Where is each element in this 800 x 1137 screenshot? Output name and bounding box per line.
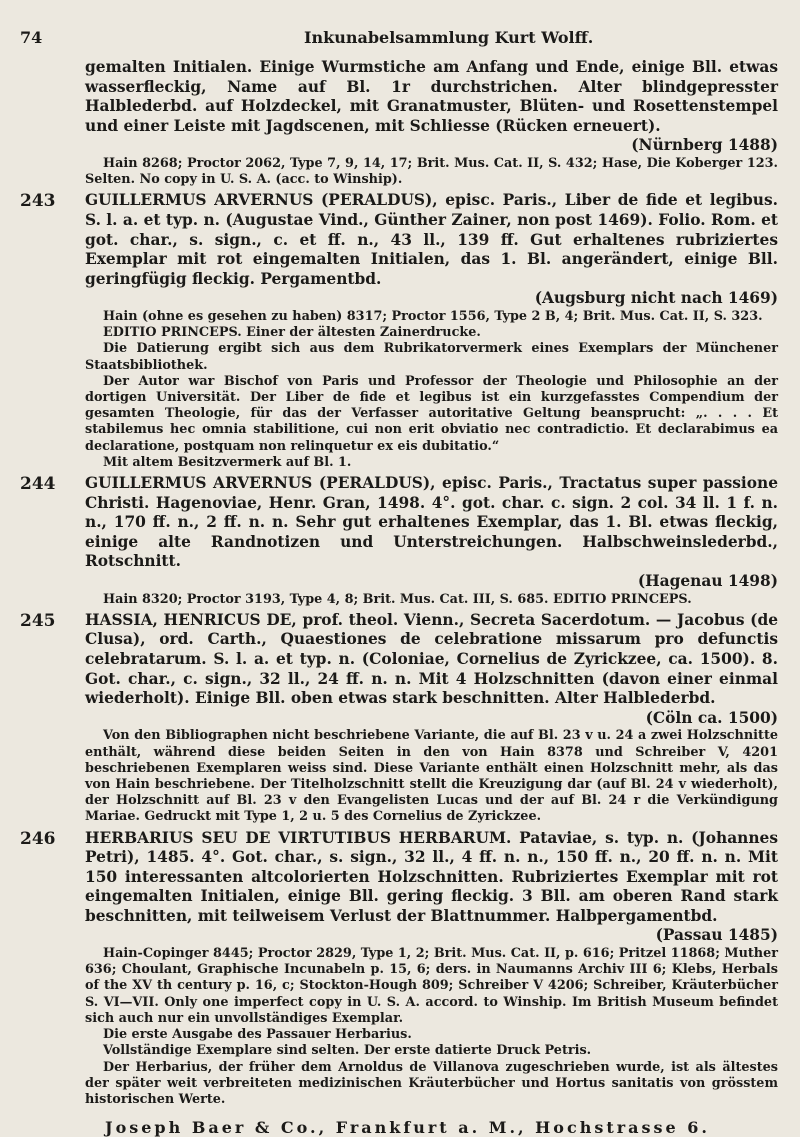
entry-place-date: (Nürnberg 1488) bbox=[631, 136, 778, 155]
entry-note: Die Datierung ergibt sich aus dem Rubrikatorvermerk eines Exemplars der Münchener Staatsbibliothek. bbox=[85, 341, 778, 373]
publisher-footer bbox=[20, 1118, 778, 1137]
entry-note: Hain (ohne es gesehen zu haben) 8317; Proctor 1556, Type 2 B, 4; Brit. Mus. Cat. II, S. 323. bbox=[103, 308, 763, 324]
entry-place-date: (Cöln ca. 1500) bbox=[645, 708, 778, 727]
entry-note: Mit altem Besitzvermerk auf Bl. 1. bbox=[103, 454, 352, 470]
entry-description: GUILLERMUS ARVERNUS (PERALDUS), episc. Paris., Tractatus super passione Christi. Hagenoviae, Henr. Gran, 1498. 4°. got. char. c. sign. 2 col. 34 ll. 1 f. n. n., 170 ff. n., 2 ff. n. n. Sehr gut erhaltenes Exemplar, das 1. Bl. etwas fleckig, einige alte Randnotizen und Unterstreichungen. Halbschweinslederbd., Rotschnitt. bbox=[85, 473, 778, 571]
entry-place-date: (Augsburg nicht nach 1469) bbox=[534, 289, 778, 308]
entry-note: EDITIO PRINCEPS. Einer der ältesten Zainerdrucke. bbox=[103, 325, 481, 341]
entry-note: Von den Bibliographen nicht beschriebene Variante, die auf Bl. 23 v u. 24 a zwei Holzschnitte enthält, während diese beiden Seiten in den von Hain 8378 und Schreiber V, 4201 beschriebenen Exemplaren weiss sind. Diese Variante enthält einen Holzschnitt mehr, als das von Hain beschriebene. Der Titelholzschnitt stellt die Kreuzigung dar (auf Bl. 24 v wiederholt), der Holzschnitt auf Bl. 23 v den Evangelisten Lucas und der auf Bl. 24 r die Verkündigung Mariae. Gedruckt mit Type 1, 2 u. 5 des Cornelius de Zyrickzee. bbox=[85, 728, 778, 825]
catalog-entry bbox=[20, 191, 778, 471]
entry-note: Hain-Copinger 8445; Proctor 2829, Type 1, 2; Brit. Mus. Cat. II, p. 616; Pritzel 11868; Muther 636; Choulant, Graphische Incunabeln p. 15, 6; ders. in Naumanns Archiv III 6; Klebs, Herbals of the XV th century p. 16, c; Stockton-Hough 809; Schreiber V 4206; Schreiber, Kräuterbücher S. VI—VII. Only one imperfect copy in U. S. A. accord. to Winship. Im British Museum befindet sich auch nur ein unvollständiges Exemplar. bbox=[85, 946, 778, 1026]
entry-number: 243 bbox=[20, 191, 56, 212]
page-header bbox=[20, 22, 778, 58]
entry-number: 245 bbox=[20, 610, 56, 631]
publisher-line: Joseph Baer & Co., Frankfurt a. M., Hochstrasse 6. bbox=[105, 1118, 710, 1137]
entry-note: Hain 8320; Proctor 3193, Type 4, 8; Brit. Mus. Cat. III, S. 685. EDITIO PRINCEPS. bbox=[103, 591, 692, 607]
catalog-entry bbox=[20, 611, 778, 826]
entry-description: HASSIA, HENRICUS DE, prof. theol. Vienn., Secreta Sacerdotum. — Jacobus (de Clusa), ord. Carth., Quaestiones de celebratione missarum pro defunctis celebratarum. S. l. a. et typ. n. (Coloniae, Cornelius de Zyrickzee, ca. 1500). 8. Got. char., c. sign., 32 ll., 24 ff. n. n. Mit 4 Holzschnitten (davon einer einmal wiederholt). Einige Bll. oben etwas stark beschnitten. Alter Halblederbd. bbox=[85, 610, 778, 708]
page-number: 74 bbox=[20, 28, 43, 47]
entry-note: Hain 8268; Proctor 2062, Type 7, 9, 14, 17; Brit. Mus. Cat. II, S. 432; Hase, Die Koberger 123. Selten. No copy in U. S. A. (acc. to Winship). bbox=[85, 155, 778, 188]
entry-note: Die erste Ausgabe des Passauer Herbarius. bbox=[103, 1027, 412, 1043]
entry-number: 246 bbox=[20, 828, 56, 849]
catalog-entry bbox=[20, 474, 778, 608]
entry-number: 244 bbox=[20, 473, 56, 494]
entry-description: gemalten Initialen. Einige Wurmstiche am Anfang und Ende, einige Bll. etwas wasserfleckig, Name auf Bl. 1r durchstrichen. Alter blindgepresster Halblederbd. auf Holzdeckel, mit Granatmuster, Blüten- und Rosettenstempel und einer Leiste mit Jagdscenen, mit Schliesse (Rücken erneuert). bbox=[85, 58, 778, 135]
entry-note: Der Herbarius, der früher dem Arnoldus de Villanova zugeschrieben wurde, ist als ältestes der später weit verbreiteten medizinischen Kräuterbücher und Hortus sanitatis von grösstem historischen Werte. bbox=[85, 1059, 778, 1107]
entry-place-date: (Passau 1485) bbox=[655, 926, 778, 945]
catalog-entry bbox=[20, 829, 778, 1109]
catalog-entries bbox=[20, 58, 778, 1108]
entry-note: Vollständige Exemplare sind selten. Der erste datierte Druck Petris. bbox=[103, 1043, 592, 1059]
running-title: Inkunabelsammlung Kurt Wolff. bbox=[304, 28, 594, 47]
catalog-entry bbox=[20, 58, 778, 188]
entry-place-date: (Hagenau 1498) bbox=[637, 571, 778, 590]
entry-description: GUILLERMUS ARVERNUS (PERALDUS), episc. Paris., Liber de fide et legibus. S. l. a. et typ. n. (Augustae Vind., Günther Zainer, non post 1469). Folio. Rom. et got. char., s. sign., c. et ff. n., 43 ll., 139 ff. Gut erhaltenes rubriziertes Exemplar mit rot eingemalten Initialen, das 1. Bl. angerändert, einige Bll. geringfügig fleckig. Pergamentbd. bbox=[85, 191, 778, 288]
entry-description: HERBARIUS SEU DE VIRTUTIBUS HERBARUM. Pataviae, s. typ. n. (Johannes Petri), 1485. 4°. Got. char., s. sign., 32 ll., 4 ff. n. n., 150 ff. n., 20 ff. n. n. Mit 150 interessanten altcolorierten Holzschnitten. Rubriziertes Exemplar mit rot eingemalten Initialen, einige Bll. gering fleckig. 3 Bll. am oberen Rand stark beschnitten, mit teilweisem Verlust der Blattnummer. Halbpergamentbd. bbox=[85, 828, 778, 925]
entry-note: Der Autor war Bischof von Paris und Professor der Theologie und Philosophie an der dortigen Universität. Der Liber de fide et legibus ist ein kurzgefasstes Compendium der gesamten Theologie, für das der Verfasser autoritative Geltung beansprucht: „. . . . Et stabilemus hec omnia stabilitione, cui non erit obviatio nec contradictio. Et declarabimus ea declaratione, postquam non relinquetur ex eis dubitatio.“ bbox=[85, 373, 778, 454]
